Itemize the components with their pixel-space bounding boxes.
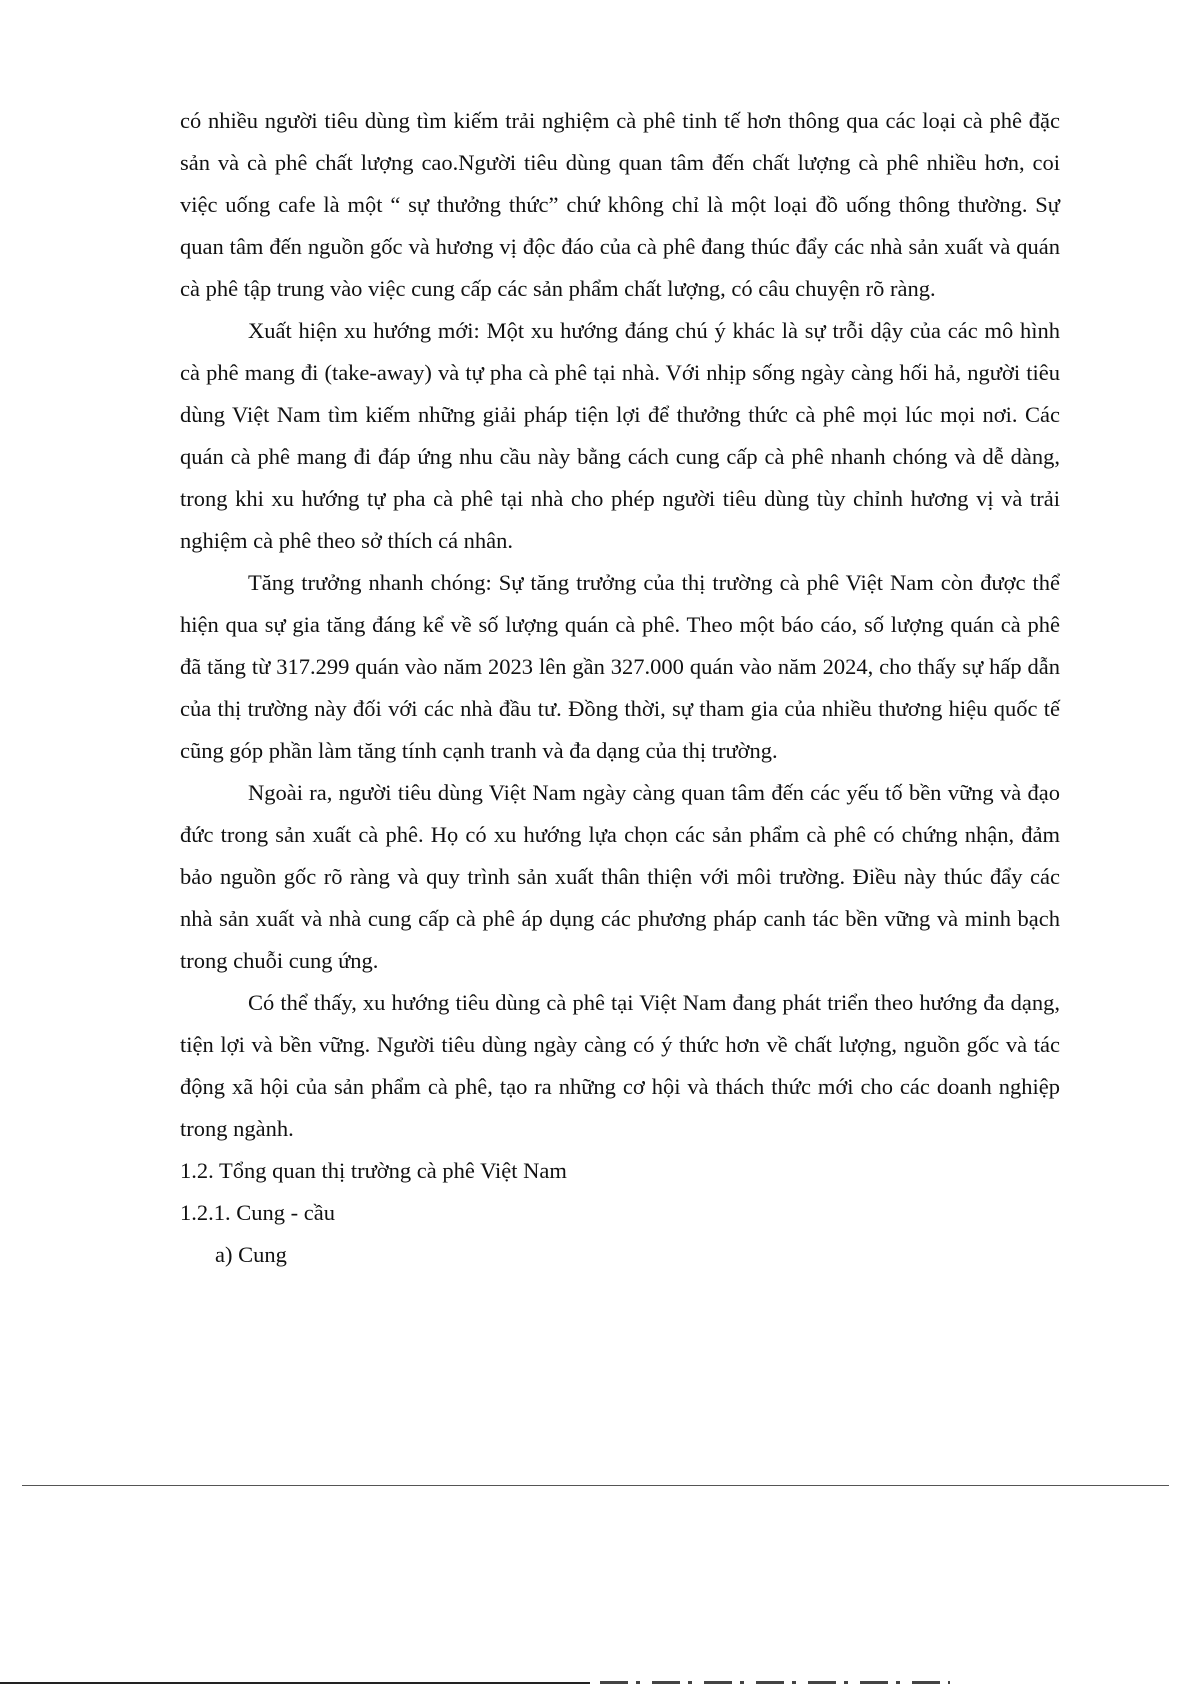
bottom-edge-marks <box>600 1681 950 1684</box>
subsection-heading: 1.2.1. Cung - cầu <box>180 1200 335 1225</box>
item-heading: a) Cung <box>215 1242 287 1267</box>
page-bottom-edge <box>0 1680 1191 1685</box>
footer-divider <box>22 1485 1169 1486</box>
bottom-edge-line <box>0 1682 590 1684</box>
body-text <box>180 100 1060 1276</box>
section-heading: 1.2. Tổng quan thị trường cà phê Việt Nam <box>180 1158 567 1183</box>
paragraph-consumer-quality: có nhiều người tiêu dùng tìm kiếm trải nghiệm cà phê tinh tế hơn thông qua các loại cà phê đặc sản và cà phê chất lượng cao.Người tiêu dùng quan tâm đến chất lượng cà phê nhiều hơn, coi việc uống cafe là một “ sự thưởng thức” chứ không chỉ là một loại đồ uống thông thường. Sự quan tâm đến nguồn gốc và hương vị độc đáo của cà phê đang thúc đẩy các nhà sản xuất và quán cà phê tập trung vào việc cung cấp các sản phẩm chất lượng, có câu chuyện rõ ràng. <box>180 108 1060 301</box>
paragraph-new-trends: Xuất hiện xu hướng mới: Một xu hướng đáng chú ý khác là sự trỗi dậy của các mô hình cà phê mang đi (take-away) và tự pha cà phê tại nhà. Với nhịp sống ngày càng hối hả, người tiêu dùng Việt Nam tìm kiếm những giải pháp tiện lợi để thưởng thức cà phê mọi lúc mọi nơi. Các quán cà phê mang đi đáp ứng nhu cầu này bằng cách cung cấp cà phê nhanh chóng và dễ dàng, trong khi xu hướng tự pha cà phê tại nhà cho phép người tiêu dùng tùy chỉnh hương vị và trải nghiệm cà phê theo sở thích cá nhân. <box>180 318 1060 553</box>
paragraph-sustainability: Ngoài ra, người tiêu dùng Việt Nam ngày càng quan tâm đến các yếu tố bền vững và đạo đức trong sản xuất cà phê. Họ có xu hướng lựa chọn các sản phẩm cà phê có chứng nhận, đảm bảo nguồn gốc rõ ràng và quy trình sản xuất thân thiện với môi trường. Điều này thúc đẩy các nhà sản xuất và nhà cung cấp cà phê áp dụng các phương pháp canh tác bền vững và minh bạch trong chuỗi cung ứng. <box>180 780 1060 973</box>
paragraph-rapid-growth: Tăng trưởng nhanh chóng: Sự tăng trưởng của thị trường cà phê Việt Nam còn được thể hiện qua sự gia tăng đáng kể về số lượng quán cà phê. Theo một báo cáo, số lượng quán cà phê đã tăng từ 317.299 quán vào năm 2023 lên gần 327.000 quán vào năm 2024, cho thấy sự hấp dẫn của thị trường này đối với các nhà đầu tư. Đồng thời, sự tham gia của nhiều thương hiệu quốc tế cũng góp phần làm tăng tính cạnh tranh và đa dạng của thị trường. <box>180 570 1060 763</box>
paragraph-conclusion: Có thể thấy, xu hướng tiêu dùng cà phê tại Việt Nam đang phát triển theo hướng đa dạng, tiện lợi và bền vững. Người tiêu dùng ngày càng có ý thức hơn về chất lượng, nguồn gốc và tác động xã hội của sản phẩm cà phê, tạo ra những cơ hội và thách thức mới cho các doanh nghiệp trong ngành. <box>180 990 1060 1141</box>
